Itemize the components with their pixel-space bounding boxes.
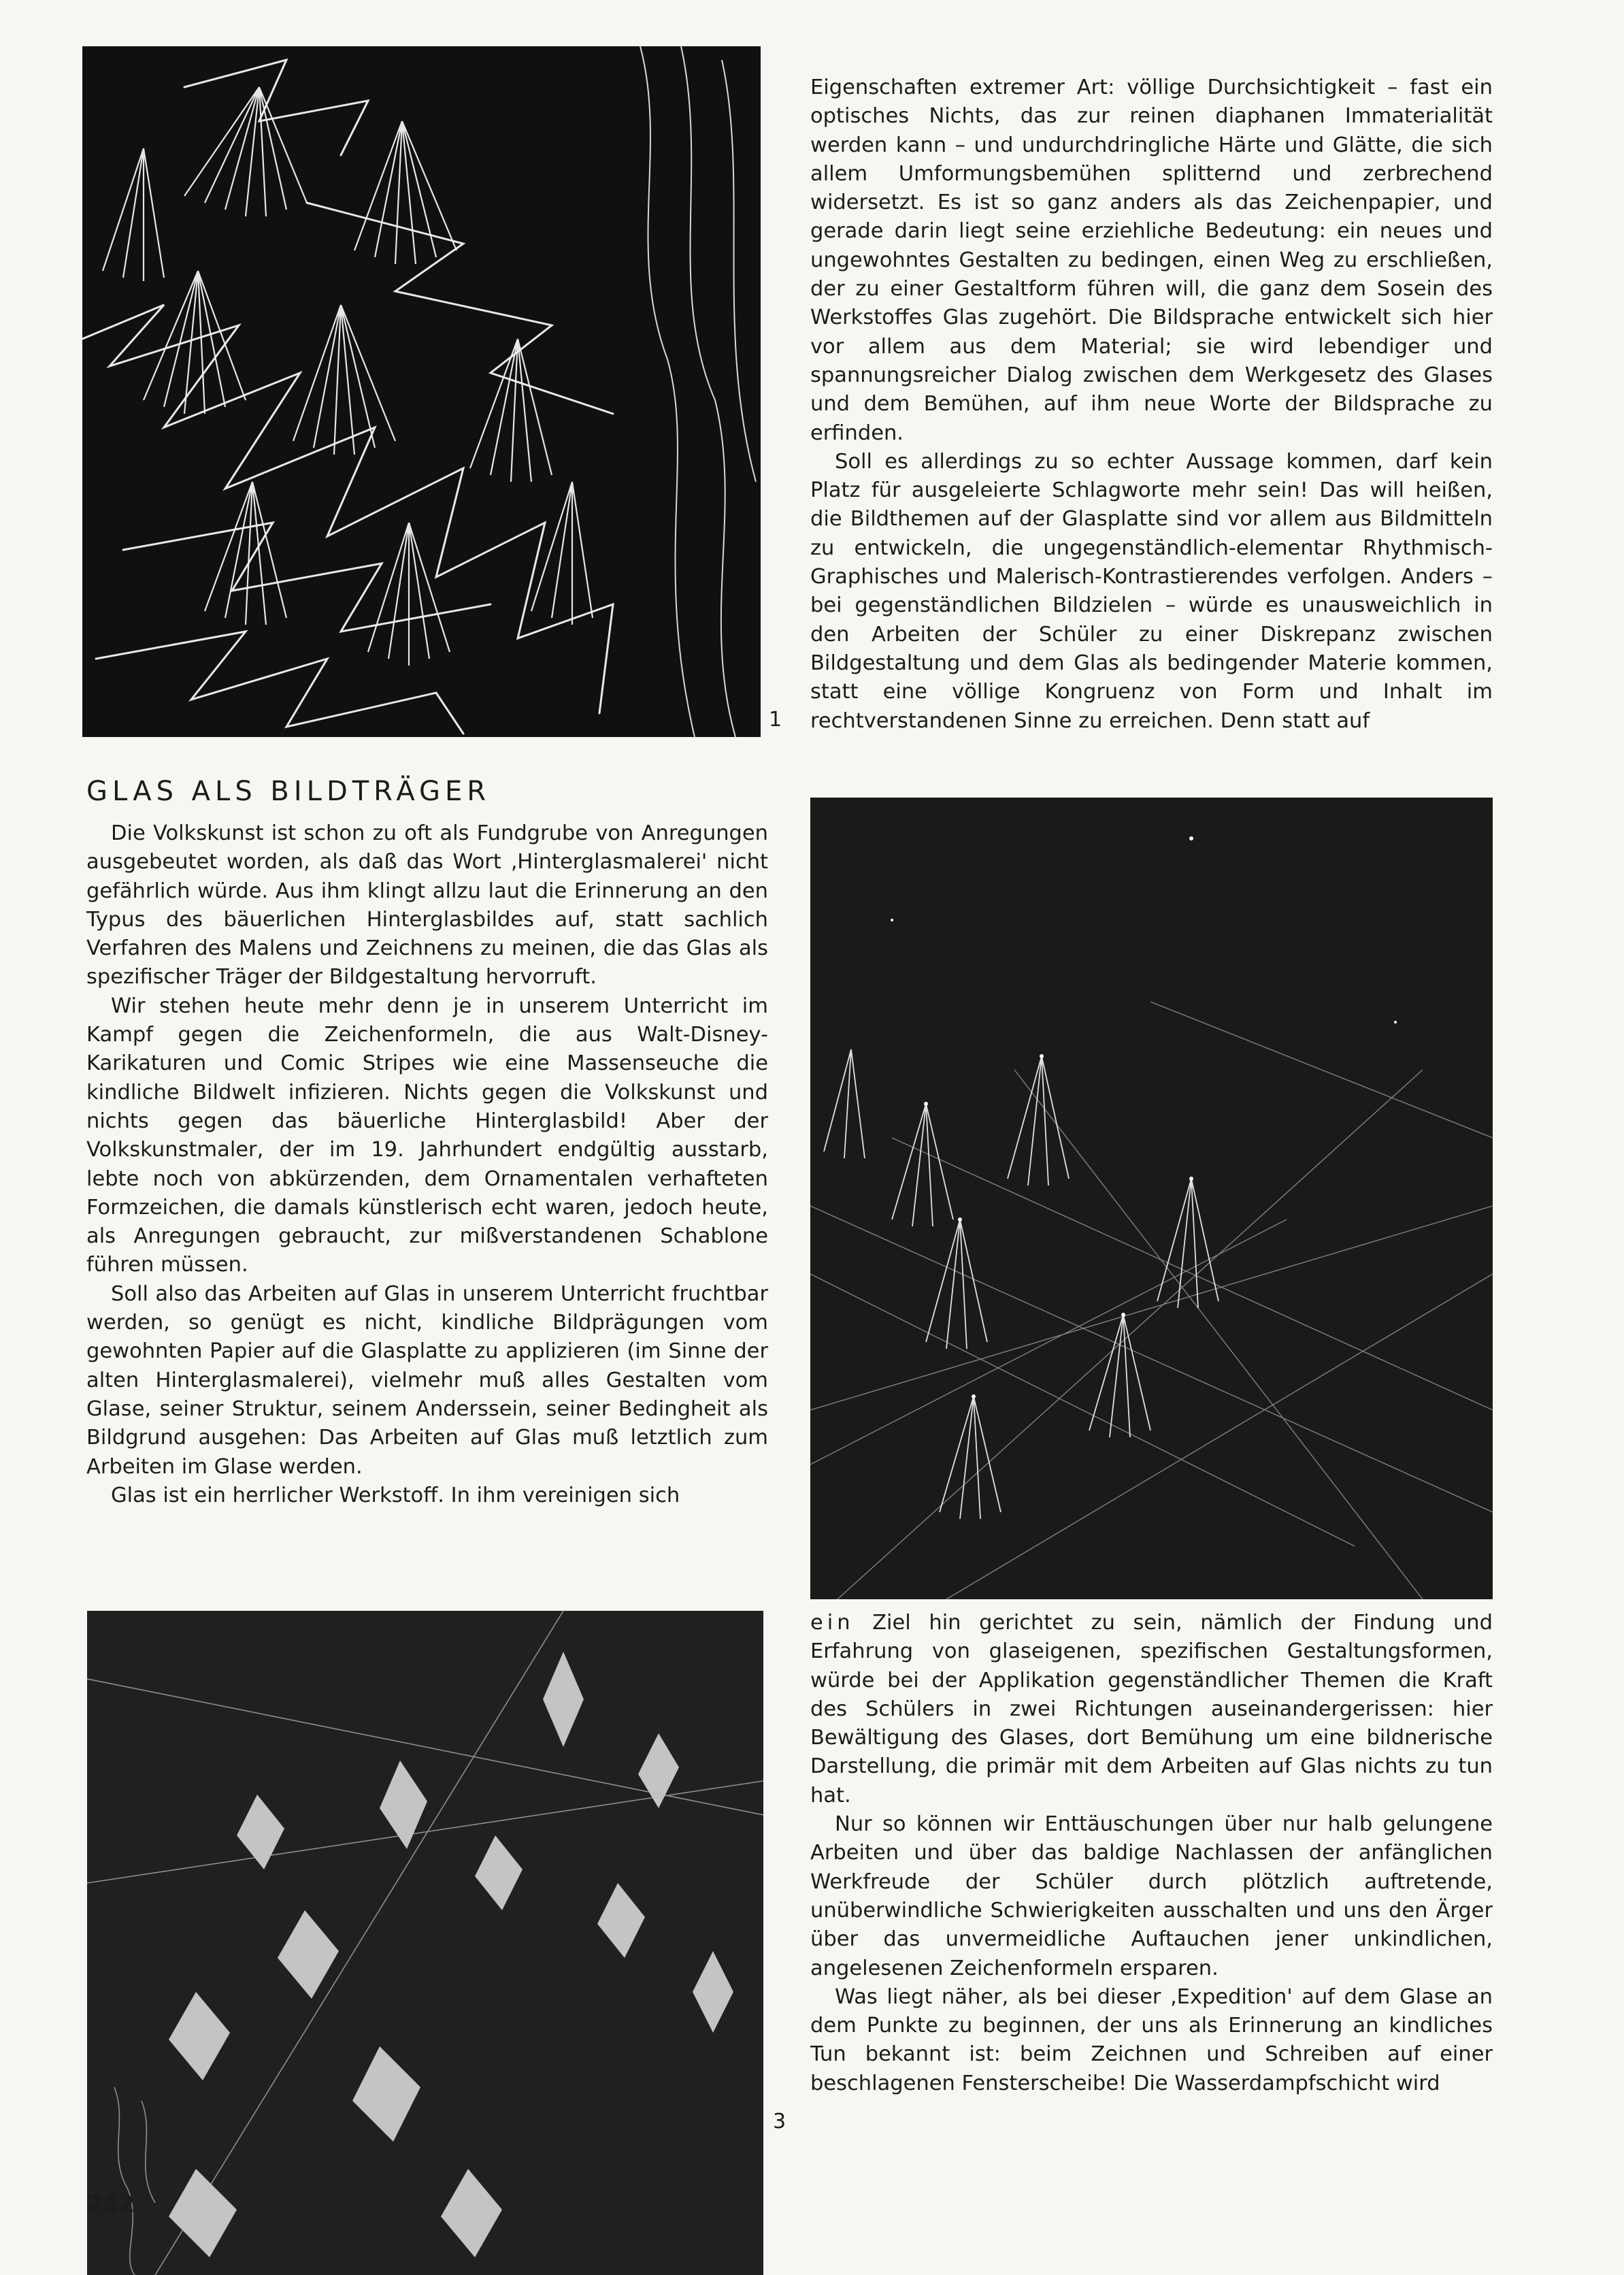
right-bottom-paragraph-1-rest: Ziel hin gerichtet zu sein, nämlich der Findung und Erfahrung von glaseigenen, spezifischen Gestaltungsformen, würde bei der Applikation gegenständlicher Themen die Kraft des Schülers in zwei Richtungen auseinandergerissen: hier Bewältigung des Glases, dort Bemühung um eine bildnerische Darstellung, die primär mit dem Arbeiten auf Glas nichts zu tun hat.	[810, 1611, 1493, 1807]
left-paragraph-2: Wir stehen heute mehr denn je in unserem Unterricht im Kampf gegen die Zeichenformeln, die aus Walt-Disney-Karikaturen und Comic Stripes wie eine Massenseuche die kindliche Bildwelt infizieren. Nichts gegen die Volkskunst und nichts gegen das bäuerliche Hinterglasbild! Aber der Volkskunstmaler, der im 19. Jahrhundert endgültig ausstarb, lebte noch von abkürzenden, dem Ornamentalen verhafteten Formzeichen, die damals künstlerisch echt waren, jedoch heute, als Anregungen gebraucht, zur mißverstandenen Schablone führen müssen.	[86, 994, 768, 1277]
figure-3-label: 3	[773, 2110, 786, 2133]
right-paragraph-2: Soll es allerdings zu so echter Aussage kommen, darf kein Platz für ausgeleierte Schlagworte mehr sein! Das will heißen, die Bildthemen auf der Glasplatte sind vor allem aus Bildmitteln zu entwickeln, die ungegenständlich-elementar Rhythmisch-Graphisches und Malerisch-Kontrastierendes verfolgen. Anders – bei gegenständlichen Bildzielen – würde es unausweichlich in den Arbeiten der Schüler zu einer Diskrepanz zwischen Bildgestaltung und dem Glas als bedingender Materie kommen, statt eine völlige Kongruenz von Form und Inhalt im rechtverstandenen Sinne zu erreichen. Denn statt auf	[810, 449, 1493, 733]
left-column-text	[86, 819, 768, 1510]
figure-3-image	[87, 1611, 763, 2275]
figure-1-label: 1	[769, 708, 782, 732]
figure-2-image	[810, 798, 1493, 1599]
right-bottom-paragraph-2: Nur so können wir Enttäuschungen über nur halb gelungene Arbeiten und über das baldige Nachlassen der anfänglichen Werkfreude der Schüler durch plötzlich auftretende, unüberwindliche Schwierigkeiten ausschalten und uns den Ärger über das unvermeidliche Auftauchen jener unkindlichen, angelesenen Zeichenformeln ersparen.	[810, 1812, 1493, 1980]
article-heading: GLAS ALS BILDTRÄGER	[86, 776, 491, 807]
left-paragraph-1: Die Volkskunst ist schon zu oft als Fundgrube von Anregungen ausgebeutet worden, als daß das Wort ‚Hinterglasmalerei' nicht gefährlich würde. Aus ihm klingt allzu laut die Erinnerung an den Typus des bäuerlichen Hinterglasbildes auf, statt sachlich Verfahren des Malens und Zeichnens zu meinen, die das Glas als spezifischer Träger der Bildgestaltung hervorruft.	[86, 821, 768, 989]
right-bottom-paragraph-3: Was liegt näher, als bei dieser ‚Expedition' auf dem Glase an dem Punkte zu beginnen, der uns als Erinnerung an kindliches Tun bekannt ist: beim Zeichnen und Schreiben auf einer beschlagenen Fensterscheibe! Die Wasserdampfschicht wird	[810, 1984, 1493, 2095]
figure-2-drawing	[810, 798, 1493, 1599]
right-paragraph-1: Eigenschaften extremer Art: völlige Durchsichtigkeit – fast ein optisches Nichts, das zur reinen diaphanen Immaterialität werden kann – und undurchdringliche Härte und Glätte, die sich allem Umformungsbemühen splitternd und zerbrechend widersetzt. Es ist so ganz anders als das Zeichenpapier, und gerade darin liegt seine erziehliche Bedeutung: ein neues und ungewohntes Gestalten zu bedingen, einen Weg zu erschließen, der zu einer Gestaltform führen will, die ganz dem Sosein des Werkstoffes Glas zugehört. Die Bildsprache entwickelt sich hier vor allem aus dem Material; sie wird lebendiger und spannungsreicher Dialog zwischen dem Werkgesetz des Glases und dem Bemühen, auf ihm neue Worte der Bildsprache zu erfinden.	[810, 76, 1493, 445]
spaced-word: ein	[810, 1611, 855, 1635]
figure-1-image	[82, 46, 761, 737]
figure-3-drawing	[87, 1611, 763, 2275]
right-bottom-column-text	[810, 1609, 1493, 2098]
left-paragraph-3: Soll also das Arbeiten auf Glas in unserem Unterricht fruchtbar werden, so genügt es nicht, kindliche Bildprägungen vom gewohnten Papier auf die Glasplatte zu applizieren (im Sinne der alten Hinterglasmalerei), vielmehr muß alles Gestalten vom Glase, seiner Struktur, seinem Anderssein, seiner Bedingheit als Bildgrund ausgehen: Das Arbeiten auf Glas muß letztlich zum Arbeiten im Glase werden.	[86, 1281, 768, 1479]
right-bottom-paragraph-1	[810, 1609, 1493, 1810]
figure-2-label: 2	[1431, 1569, 1445, 1593]
right-top-column-text	[810, 73, 1493, 736]
figure-1-drawing	[82, 46, 761, 737]
page-number: 242	[86, 2191, 135, 2219]
left-paragraph-4: Glas ist ein herrlicher Werkstoff. In ihm vereinigen sich	[111, 1483, 680, 1507]
